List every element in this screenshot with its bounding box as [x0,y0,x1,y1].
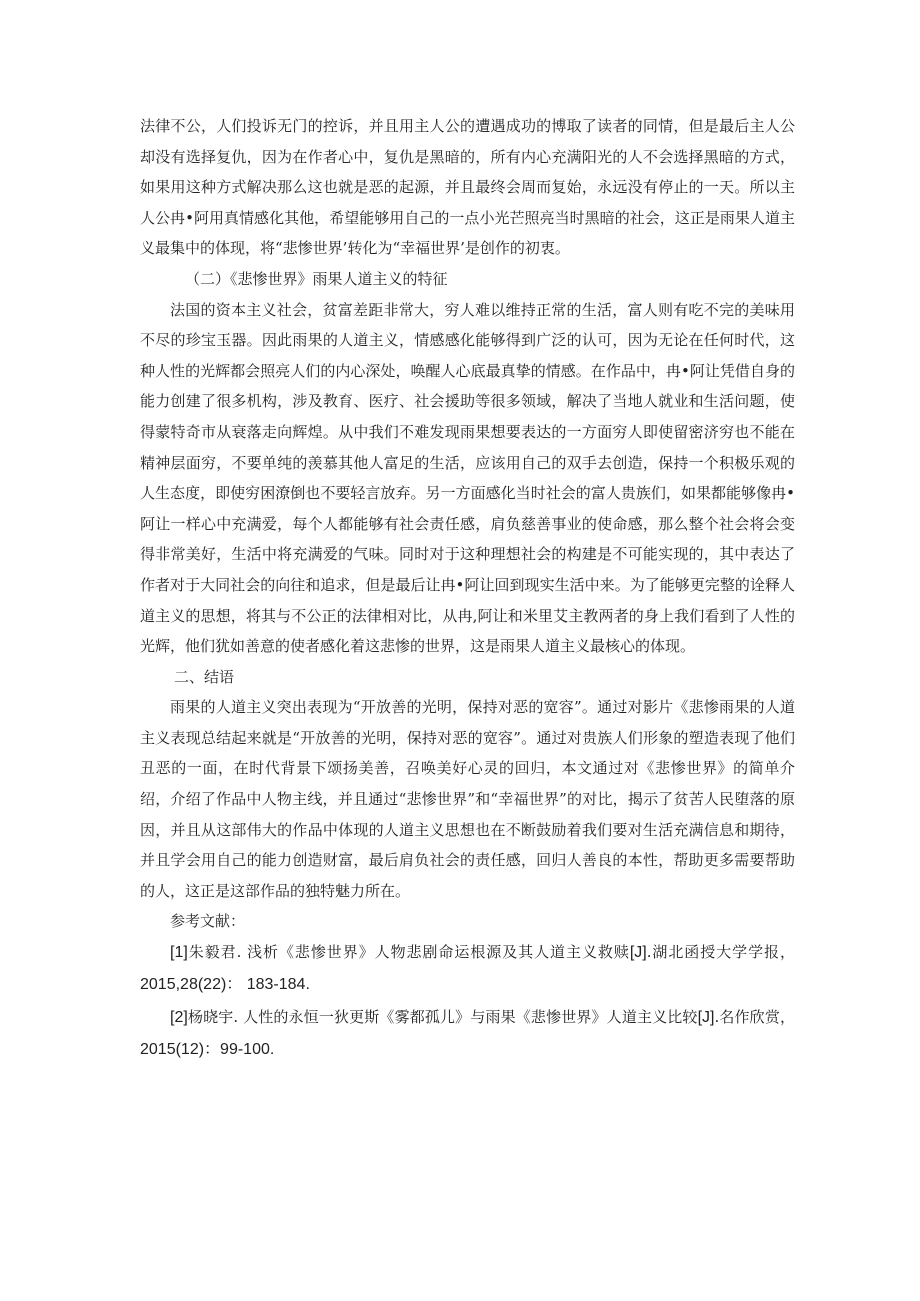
reference-publication-info: 2015,28(22)： 183-184. [140,975,310,993]
conclusion-heading-text: 二、结语 [174,667,235,686]
section-heading-characteristics: （二）《悲惨世界》雨果人道主义的特征 [185,269,448,288]
reference-journal: .湖北函授大学学报， [646,943,795,962]
reference-type-tag: [J] [697,1009,715,1027]
reference-text: 朱毅君. 浅析《悲惨世界》人物悲剧命运根源及其人道主义救赎 [187,943,630,962]
body-paragraph-continued: 法律不公，人们投诉无门的控诉，并且用主人公的遭遇成功的博取了读者的同情，但是最后主人公却没有选择复仇，因为在作者心中，复仇是黑暗的，所有内心充满阳光的人不会选择黑暗的方式，如果用这种方式解决那么这也就是恶的起源，并且最终会周而复始，永远没有停止的一天。所以主人公冉•阿用真情感化其他，希望能够用自己的一点小光芒照亮当时黑暗的社会，这正是雨果人道主义最集中的体现，将“悲惨世界’转化为“幸福世界’是创作的初衷。 [140,117,795,258]
body-paragraph-conclusion: 雨果的人道主义突出表现为“开放善的光明，保持对恶的宽容”。通过对影片《悲惨雨果的人道主义表现总结起来就是“开放善的光明，保持对恶的宽容”。通过对贵族人们形象的塑造表现了他们丑恶的一面，在时代背景下颂扬美善，召唤美好心灵的回归，本文通过对《悲惨世界》的简单介绍，介绍了作品中人物主线，并且通过“悲惨世界”和“幸福世界”的对比，揭示了贫苦人民堕落的原因，并且从这部伟大的作品中体现的人道主义思想也在不断鼓励着我们要对生活充满信息和期待，并且学会用自己的能力创造财富，最后肩负社会的责任感，回归人善良的本性，帮助更多需要帮助的人，这正是这部作品的独特魅力所在。 [140,698,795,900]
reference-number: [1] [170,944,188,962]
reference-text: 杨晓宇. 人性的永恒一狄更斯《雾都孤儿》与雨果《悲惨世界》人道主义比较 [187,1008,698,1027]
reference-number: [2] [170,1009,188,1027]
reference-item [140,937,795,1000]
references-title: 参考文献： [170,912,246,931]
body-paragraph-characteristics: 法国的资本主义社会，贫富差距非常大，穷人难以维持正常的生活，富人则有吃不完的美味用不尽的珍宝玉器。因此雨果的人道主义，情感感化能够得到广泛的认可，因为无论在任何时代，这种人性的光辉都会照亮人们的内心深处，唤醒人心底最真挚的情感。在作品中，冉•阿让凭借自身的能力创建了很多机构，涉及教育、医疗、社会援助等很多领域，解决了当地人就业和生活问题，使得蒙特奇市从衰落走向辉煌。从中我们不难发现雨果想要表达的一方面穷人即使留密济穷也不能在精神层面穷，不要单纯的羡慕其他人富足的生活，应该用自己的双手去创造，保持一个积极乐观的人生态度，即使穷困潦倒也不要轻言放弃。另一方面感化当时社会的富人贵族们，如果都能够像冉•阿让一样心中充满爱，每个人都能够有社会责任感，肩负慈善事业的使命感，那么整个社会将会变得非常美好，生活中将充满爱的气味。同时对于这种理想社会的构建是不可能实现的，其中表达了作者对于大同社会的向往和追求，但是最后让冉•阿让回到现实生活中来。为了能够更完整的诠释人道主义的思想，将其与不公正的法律相对比，从冉,阿让和米里艾主教两者的身上我们看到了人性的光辉，他们犹如善意的使者感化着这悲惨的世界，这是雨果人道主义最核心的体现。 [140,300,795,656]
section-heading-conclusion [140,662,795,693]
reference-journal: .名作欣赏， [714,1008,795,1027]
reference-type-tag: [J] [629,944,647,962]
reference-item [140,1002,795,1065]
document-page [140,111,795,1065]
reference-publication-info: 2015(12)：99-100. [140,1040,275,1058]
